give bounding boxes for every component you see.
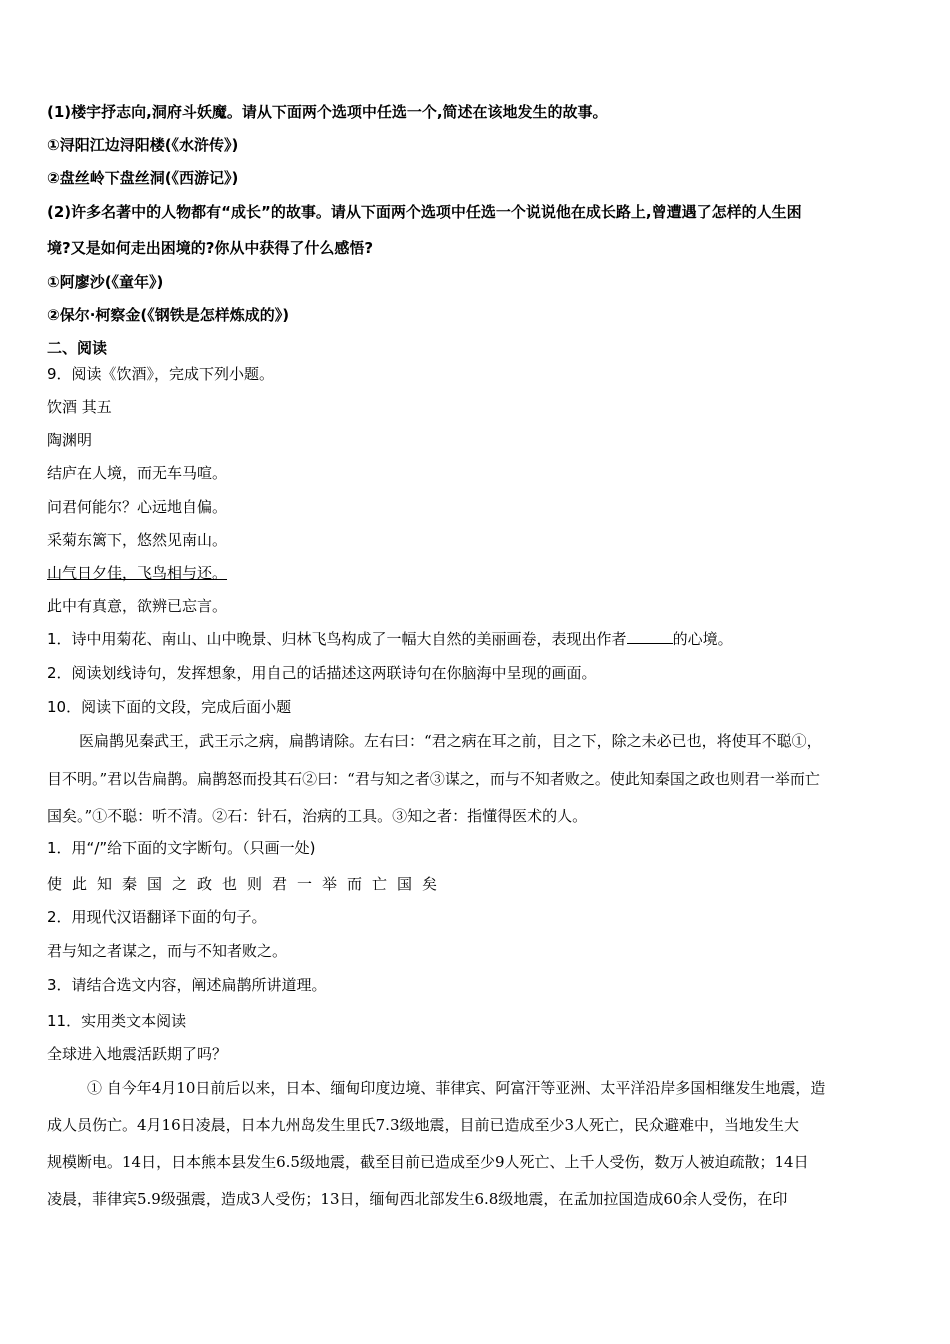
q9-title: 9．阅读《饮酒》，完成下列小题。	[47, 365, 275, 383]
poem-line-underlined: 山气日夕佳，飞鸟相与还。	[47, 564, 228, 582]
poem-line: 结庐在人境，而无车马喧。	[47, 464, 228, 482]
q10-sub2: 2．用现代汉语翻译下面的句子。	[47, 908, 267, 926]
q10-sub2-text: 君与知之者谋之，而与不知者败之。	[47, 942, 288, 960]
article-title: 全球进入地震活跃期了吗？	[47, 1045, 228, 1063]
q10-sub3: 3．请结合选文内容，阐述扁鹊所讲道理。	[47, 976, 327, 994]
q8-part1: (1)楼宇抒志向,洞府斗妖魔。请从下面两个选项中任选一个,简述在该地发生的故事。	[47, 103, 608, 121]
q10-passage-line1: 医扁鹊见秦武王，武王示之病，扁鹊请除。左右曰：“君之病在耳之前，目之下，除之未必已也，将使耳不聪①，	[79, 732, 822, 750]
article-p1-line4: 凌晨，菲律宾5.9级强震，造成3人受伤；13日，缅甸西北部发生6.8级地震，在孟加拉国造成60余人受伤，在印	[47, 1190, 788, 1208]
q8-part2-line2: 境?又是如何走出困境的?你从中获得了什么感悟?	[47, 239, 374, 257]
q10-sub1: 1．用“/”给下面的文字断句。（只画一处)	[47, 839, 316, 857]
q8-option-3: ①阿廖沙(《童年》)	[47, 273, 164, 291]
q8-option-2: ②盘丝岭下盘丝洞(《西游记》)	[47, 169, 239, 187]
poem-line: 采菊东篱下，悠然见南山。	[47, 531, 228, 549]
q8-option-1: ①浔阳江边浔阳楼(《水浒传》)	[47, 136, 239, 154]
article-p1-line3: 规模断电。14日，日本熊本县发生6.5级地震，截至目前已造成至少9人死亡、上千人受伤，数万人被迫疏散；14日	[47, 1153, 809, 1171]
poem-line: 此中有真意，欲辨已忘言。	[47, 597, 228, 615]
poem-title: 饮酒 其五	[47, 398, 112, 416]
q10-passage-line3: 国矣。”①不聪：听不清。②石：针石，治病的工具。③知之者：指懂得医术的人。	[47, 807, 588, 825]
poem-line: 问君何能尔？心远地自偏。	[47, 498, 228, 516]
q9-sub1-text: 1．诗中用菊花、南山、山中晚景、归林飞鸟构成了一幅大自然的美丽画卷，表现出作者	[47, 630, 627, 648]
q11-title: 11．实用类文本阅读	[47, 1012, 187, 1030]
q9-sub2: 2．阅读划线诗句，发挥想象，用自己的话描述这两联诗句在你脑海中呈现的画面。	[47, 664, 597, 682]
article-p1-line2: 成人员伤亡。4月16日凌晨，日本九州岛发生里氏7.3级地震，目前已造成至少3人死亡，民众避难中，当地发生大	[47, 1116, 800, 1134]
article-p1-line1: ① 自今年4月10日前后以来，日本、缅甸印度边境、菲律宾、阿富汗等亚洲、太平洋沿岸多国相继发生地震，造	[87, 1079, 826, 1097]
section-heading: 二、阅读	[47, 339, 108, 357]
q9-sub1	[47, 629, 733, 649]
q8-option-4: ②保尔·柯察金(《钢铁是怎样炼成的》)	[47, 306, 290, 324]
q10-sub1-text: 使此知秦国之政也则君一举而亡国矣	[47, 875, 448, 893]
q9-sub1-tail: 的心境。	[672, 630, 733, 648]
q10-title: 10．阅读下面的文段，完成后面小题	[47, 698, 292, 716]
answer-blank[interactable]	[627, 629, 673, 644]
q8-part2-line1: (2)许多名著中的人物都有“成长”的故事。请从下面两个选项中任选一个说说他在成长路上,曾遭遇了怎样的人生困	[47, 203, 802, 221]
poem-author: 陶渊明	[47, 431, 93, 449]
q10-passage-line2: 目不明。”君以告扁鹊。扁鹊怒而投其石②曰：“君与知之者③谋之，而与不知者败之。使此知秦国之政也则君一举而亡	[47, 770, 820, 788]
